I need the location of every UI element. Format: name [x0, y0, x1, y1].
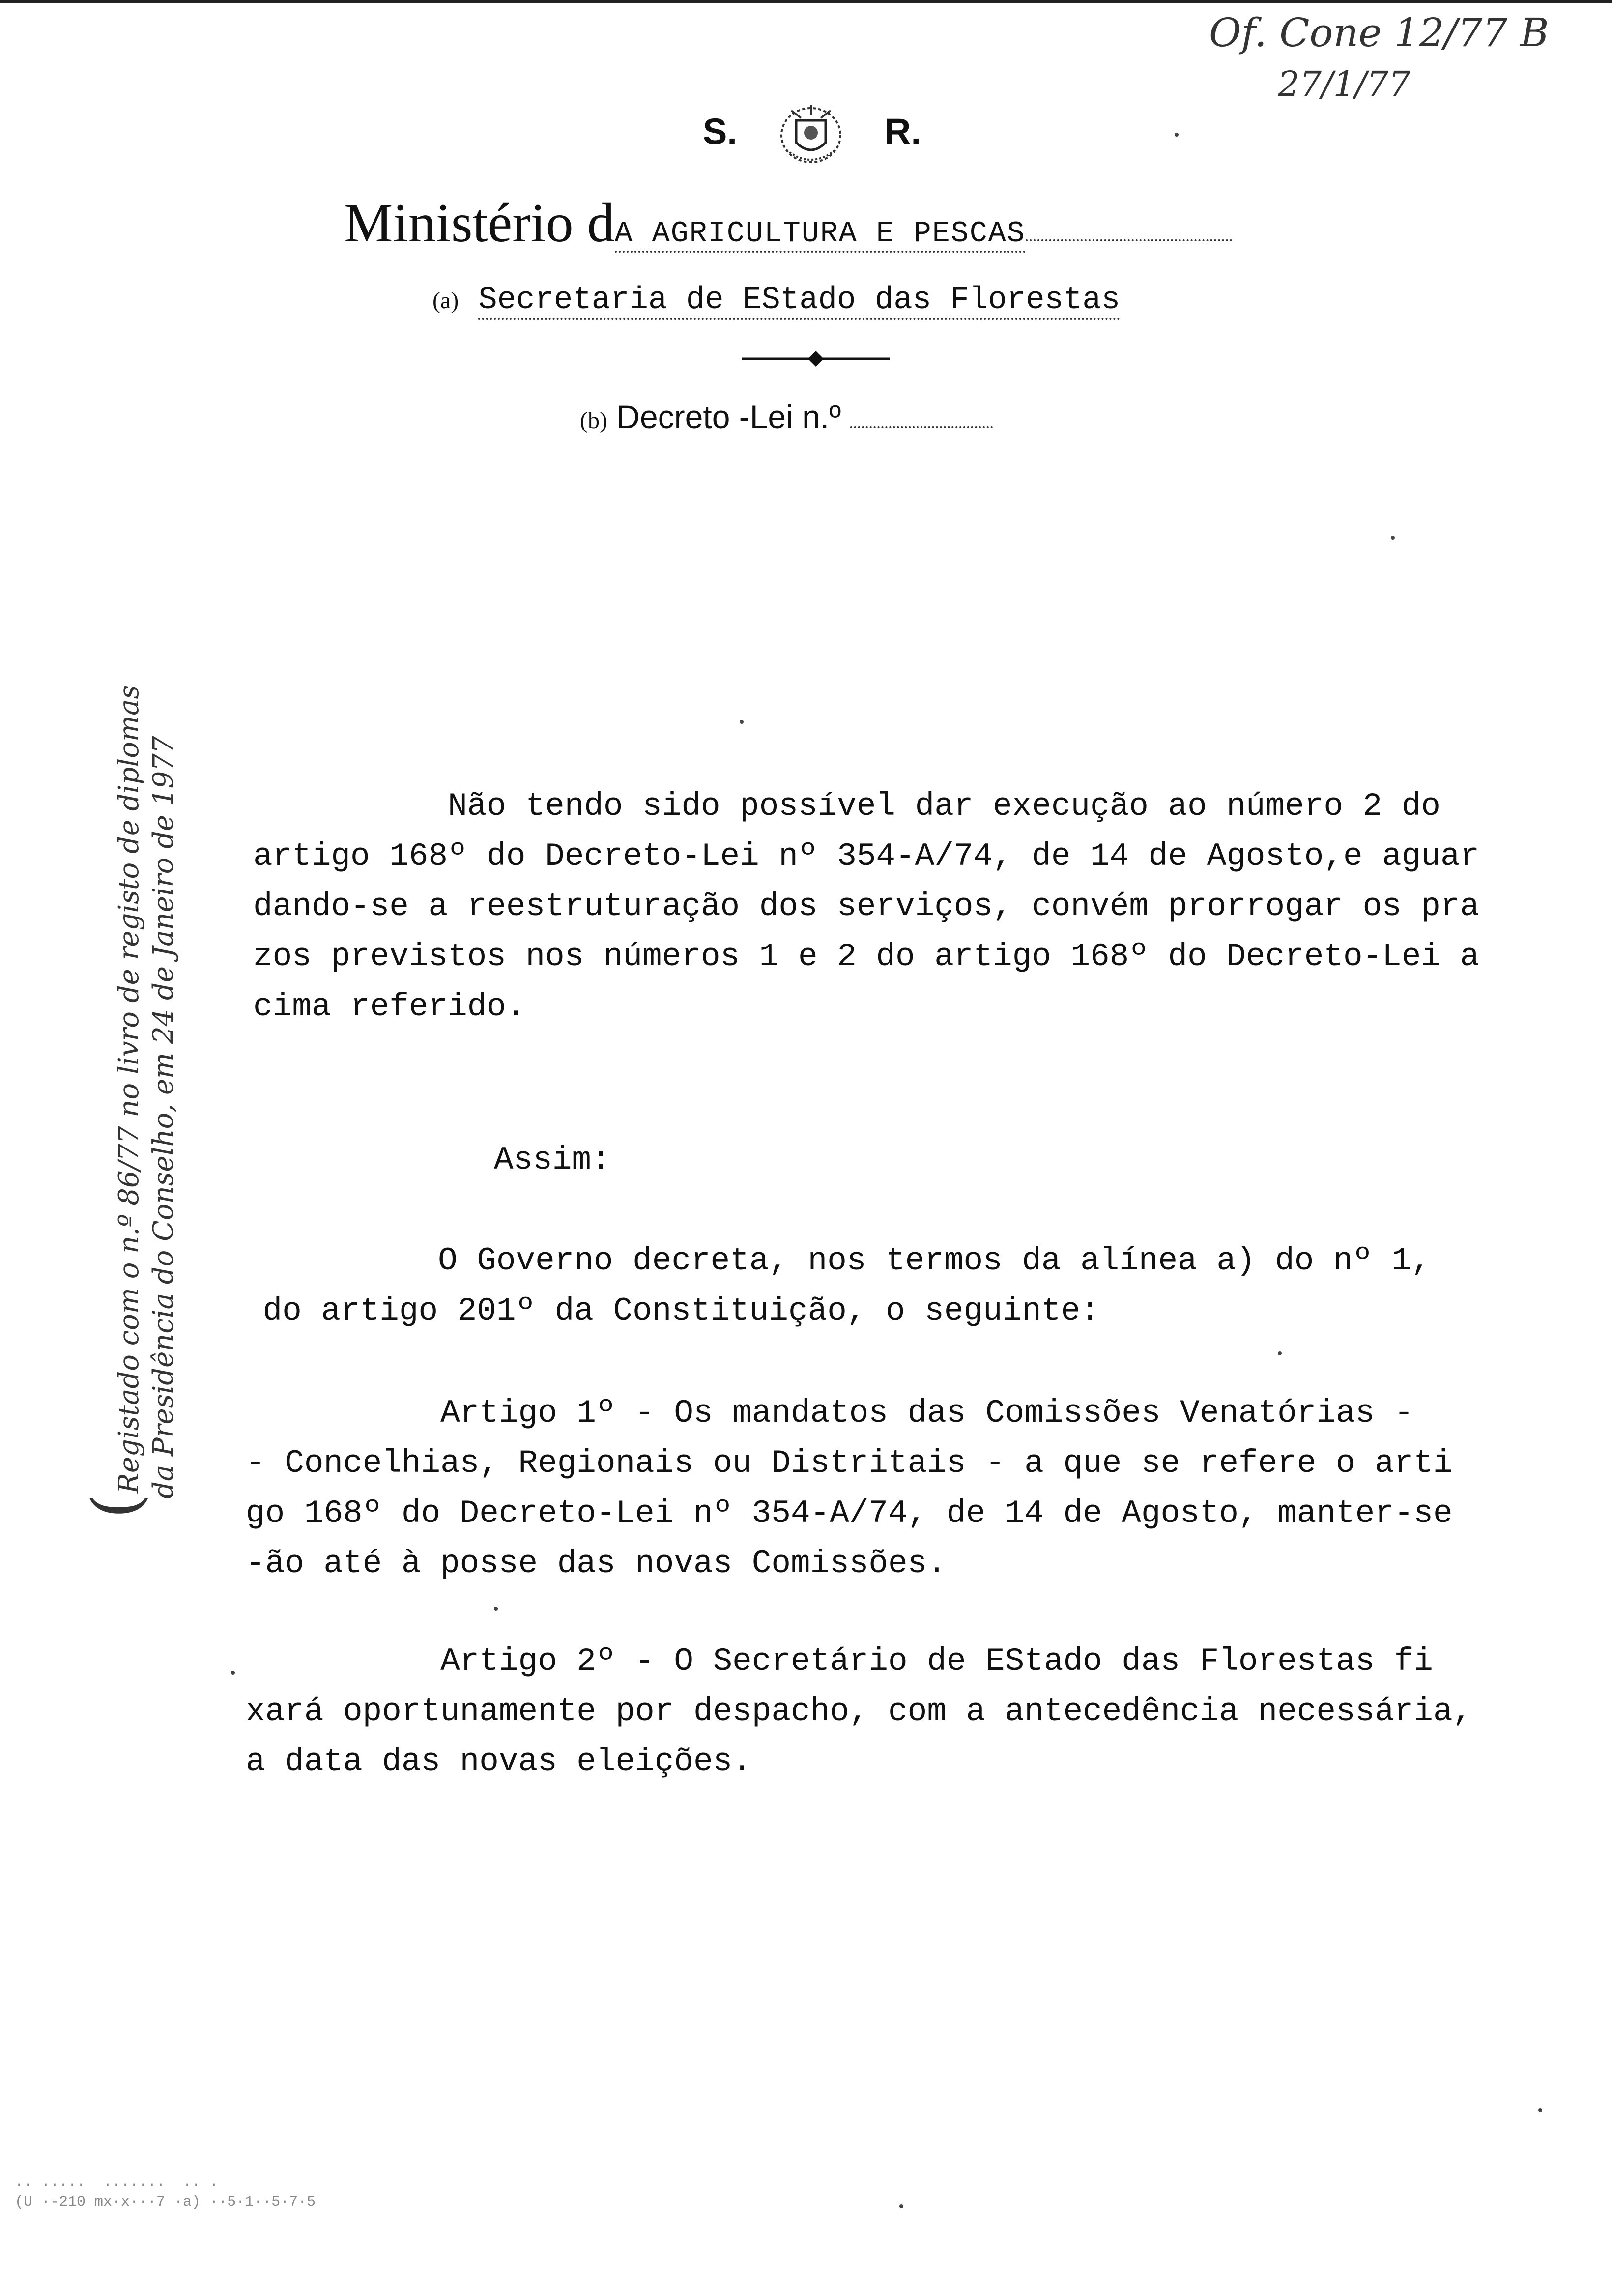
- secretaria-line: [432, 283, 1268, 327]
- margin-note-line1-text: Registado com o n.º 86/77 no livro de registo de diplomas: [113, 685, 145, 1494]
- assim-heading: Assim:: [494, 1142, 611, 1178]
- margin-note-line1: [79, 685, 153, 1519]
- decreto-number-blank: [850, 426, 993, 428]
- scan-speck: [899, 2204, 903, 2208]
- decree-paragraph: O Governo decreta, nos termos da alínea a) do nº 1, do artigo 201º da Constituição, o seguinte:: [262, 1242, 1431, 1329]
- ministry-prefix: Ministério d: [344, 193, 615, 254]
- letterhead-r: R.: [885, 111, 921, 152]
- footer-line1: ·· ····· ······· ·· ·: [15, 2177, 219, 2194]
- scan-speck: [1538, 2108, 1542, 2112]
- scan-speck: [740, 720, 744, 724]
- registration-margin-note: [49, 604, 197, 1538]
- margin-note-paren: (: [79, 1493, 153, 1519]
- letterhead-s: S.: [703, 111, 737, 152]
- preamble-paragraph: Não tendo sido possível dar execução ao número 2 do artigo 168º do Decreto-Lei nº 354-A/74, de 14 de Agosto,e aguar dando-se a reestruturação dos serviços, convém prorrogar os pra zos previstos nos números 1 e 2 do artigo 168º do Decreto-Lei a cima referido.: [253, 788, 1480, 1025]
- decreto-label: (b): [580, 407, 607, 433]
- footer-line2: (U ·-210 mx·x···7 ·a) ··5·1··5·7·5: [15, 2194, 316, 2210]
- artigo-1: Artigo 1º - Os mandatos das Comissões Venatórias - - Concelhias, Regionais ou Distritais - a que se refere o arti go 168º do Decreto-Lei nº 354-A/74, de 14 de Agosto, manter-se -ão até à posse das novas Comissões.: [246, 1395, 1453, 1582]
- scan-speck: [494, 1607, 498, 1611]
- fill-dots: [1026, 239, 1232, 241]
- decreto-value: Decreto -Lei n.º: [616, 399, 841, 435]
- ministry-department: A AGRICULTURA E PESCAS: [615, 217, 1026, 253]
- top-border-line: [0, 0, 1612, 3]
- ornament-divider-icon: [742, 344, 890, 373]
- secretaria-label: (a): [432, 287, 459, 314]
- letterhead: [639, 101, 983, 170]
- handwritten-reference: Of. Cone 12/77 B: [1209, 10, 1549, 56]
- handwritten-date: 27/1/77: [1278, 64, 1410, 104]
- footer-print-marks: [15, 2177, 457, 2275]
- ministry-heading: [344, 192, 1278, 256]
- scan-speck: [231, 1671, 235, 1675]
- artigo-2: Artigo 2º - O Secretário de EStado das Florestas fi xará oportunamente por despacho, com a antecedência necessária, a data das novas eleições.: [246, 1643, 1472, 1780]
- margin-note-line2: da Presidência do Conselho, em 24 de Janeiro de 1977: [147, 736, 179, 1499]
- decreto-line: [580, 398, 1071, 447]
- coat-of-arms-icon: [762, 101, 860, 170]
- scan-speck: [1278, 1351, 1282, 1355]
- secretaria-value: Secretaria de EStado das Florestas: [478, 283, 1120, 320]
- scan-speck: [1175, 133, 1179, 137]
- scan-speck: [1391, 536, 1395, 540]
